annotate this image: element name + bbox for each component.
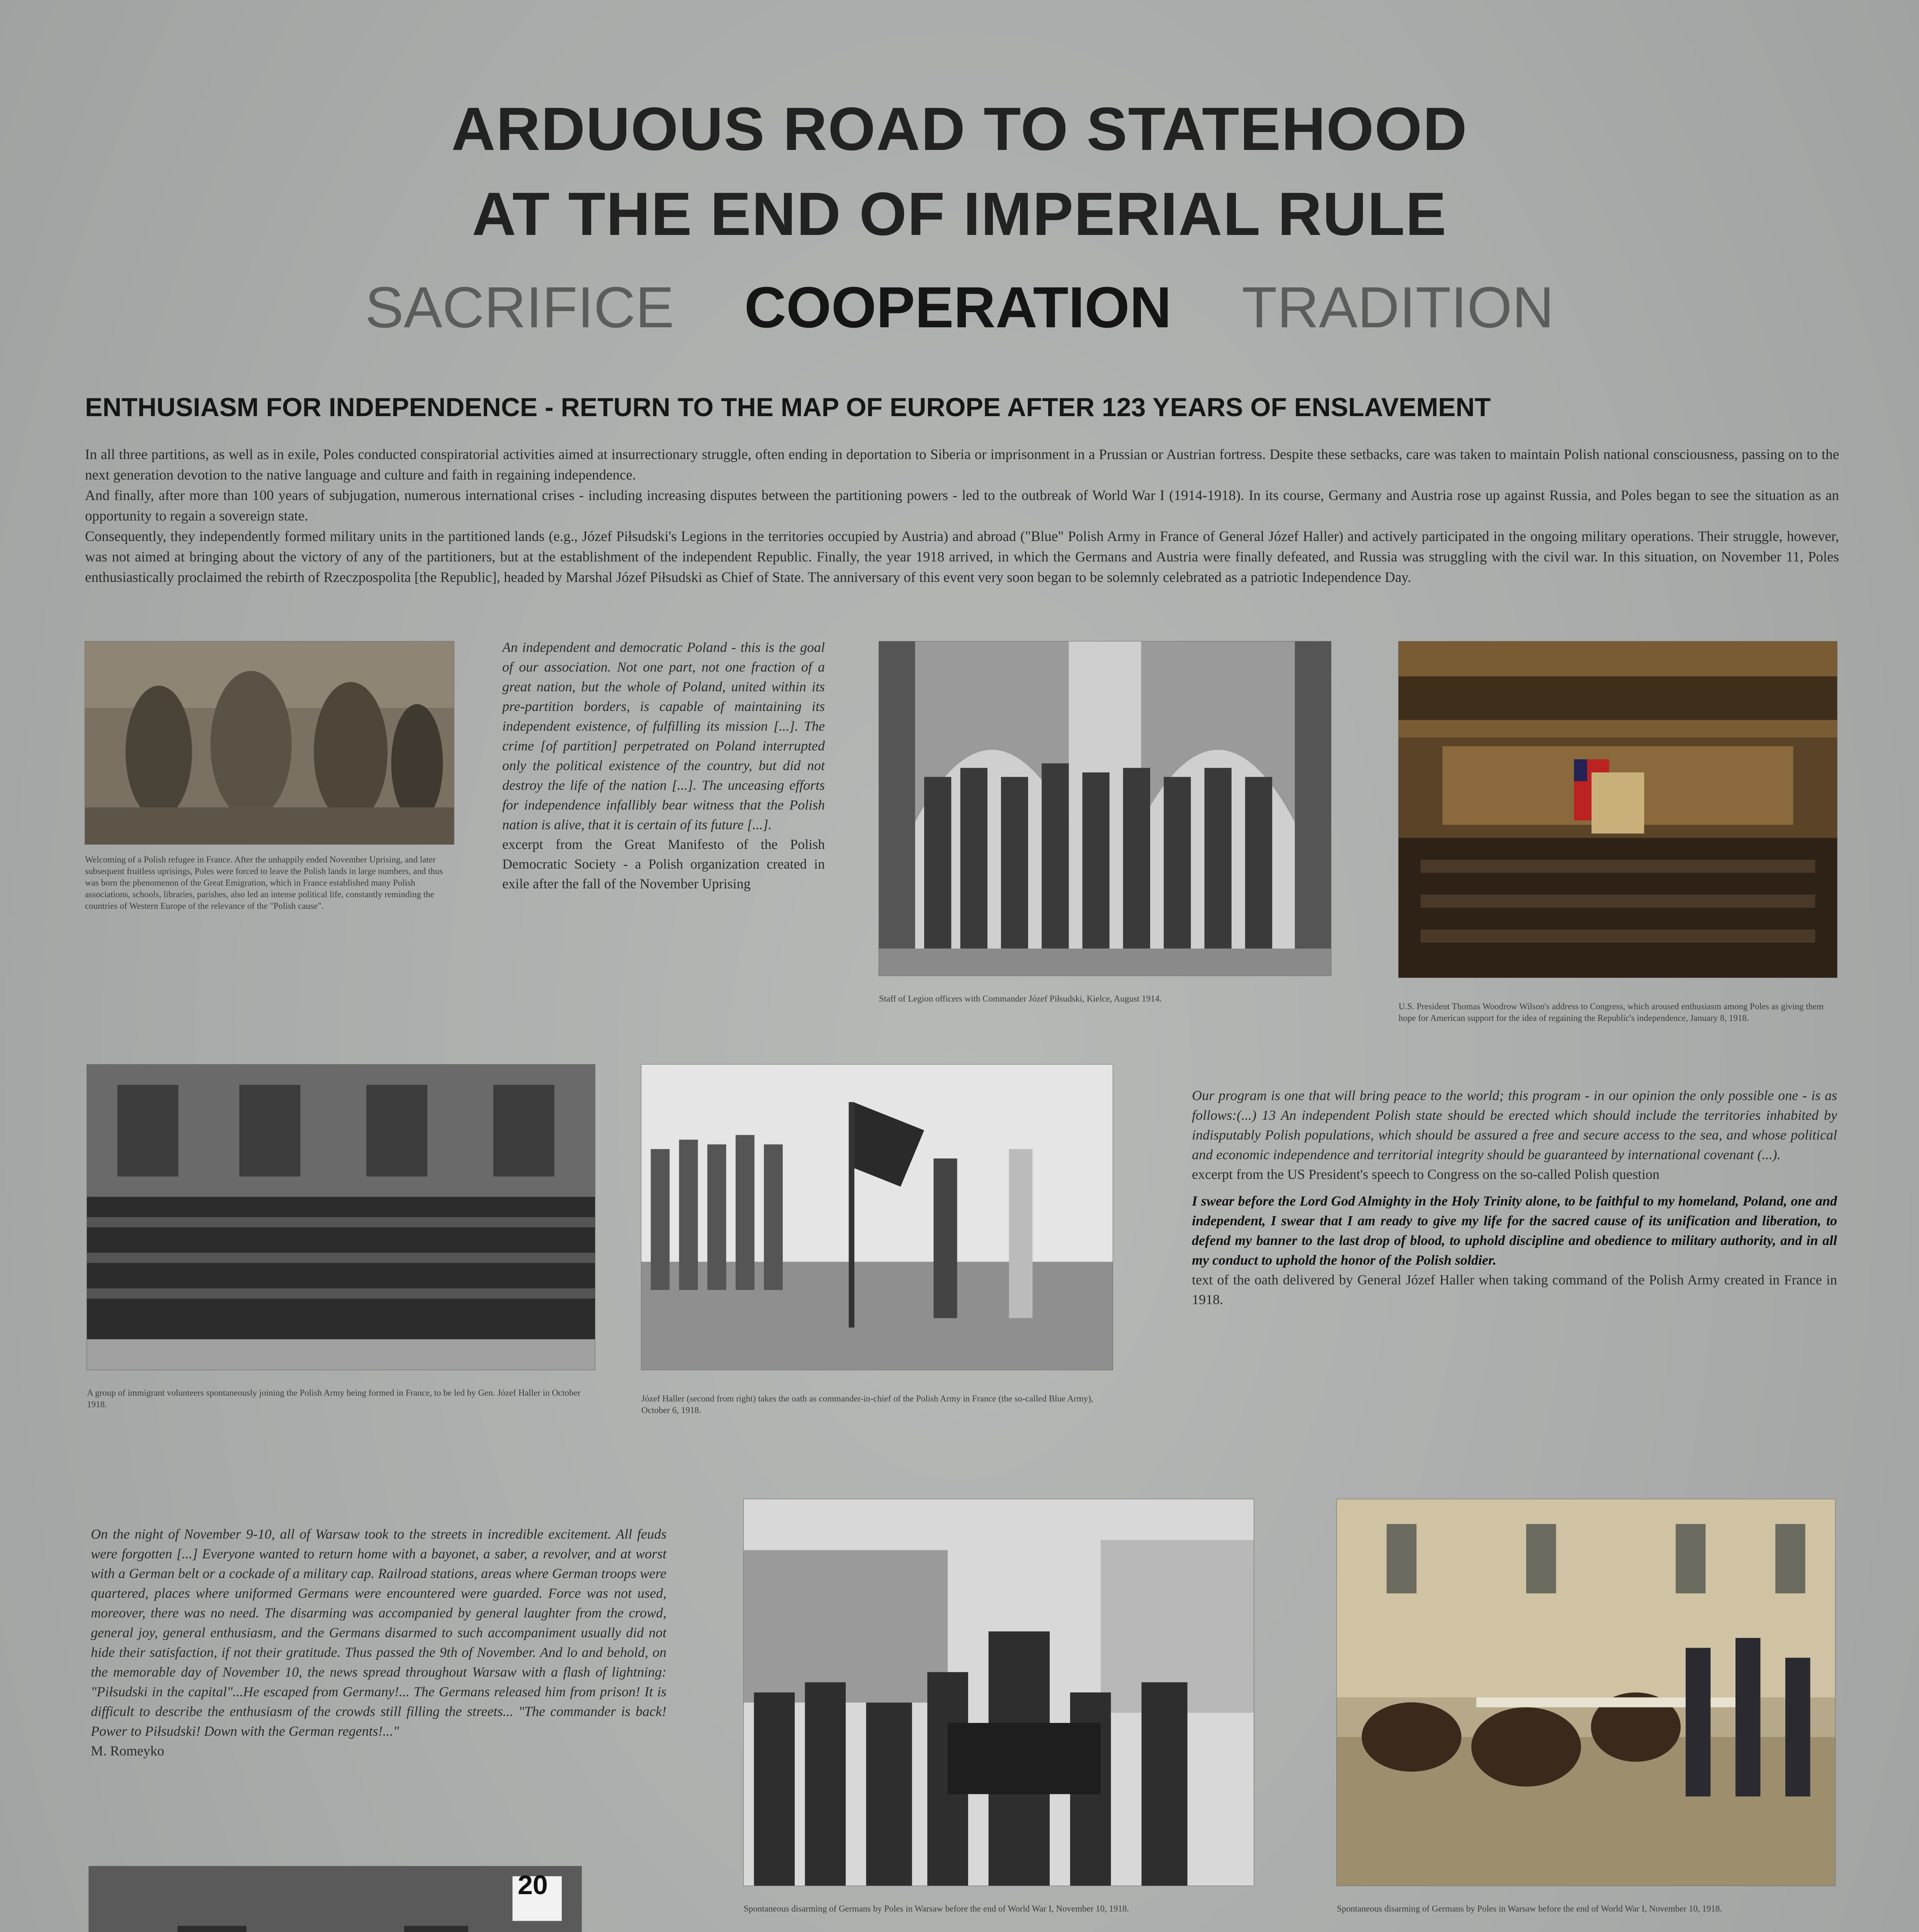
photo-legion-staff: [879, 641, 1331, 976]
quote-manifesto-text: An independent and democratic Poland - this is the goal of our association. Not one part, not one fraction of a great nation, but the whole of Poland, united within its pre-partition borders, is capable of maintaining its independent existence, of fulfilling its mission [...]. The crime [of partition] perpetrated on Poland interrupted only the political existence of the country, but did not destroy the life of the nation [...]. The unceasing efforts for independence infallibly bear witness that the Polish nation is alive, that it is certain of its future [...].: [502, 639, 825, 832]
caption-refugee: Welcoming of a Polish refugee in France. After the unhappily ended November Uprising, and later subsequent fruitless uprisings, Poles were forced to leave the Polish lands in large numbers, and thus was born the phenomenon of the Great Emigration, which in France established many Polish associations, schools, libraries, parishes, also led an intense political life, constantly reminding the countries of Western Europe of the relevance of the "Polish cause".: [85, 855, 443, 911]
keyword-sacrifice: SACRIFICE: [365, 275, 674, 340]
caption-legion-staff: Staff of Legion officers with Commander Józef Piłsudski, Kielce, August 1914.: [879, 994, 1162, 1003]
quote-manifesto: [502, 638, 825, 894]
title-line-1: ARDUOUS ROAD TO STATEHOOD: [451, 95, 1468, 163]
intro-paragraph: And finally, after more than 100 years of subjugation, numerous international crises - including increasing disputes between the partitioning powers - led to the outbreak of World War I (1914-1918). In its course, Germany and Austria rose up against Russia, and Poles began to see the situation as an opportunity to regain a sovereign state.: [85, 488, 1839, 524]
photo-disarming-painting: [1337, 1499, 1835, 1886]
keyword-cooperation: COOPERATION: [744, 275, 1172, 340]
photo-wilson-congress: [1399, 641, 1837, 978]
quote-oath-text: I swear before the Lord God Almighty in the Holy Trinity alone, to be faithful to my homeland, Poland, one and independent, I swear that I am ready to give my life for the sacred cause of its unification and liberation, to defend my banner to the last drop of blood, to uphold discipline and obedience to military authority, and in all my conduct to uphold the honor of the Polish soldier.: [1192, 1193, 1837, 1268]
keyword-row: [0, 275, 1919, 340]
quote-romeyko: [91, 1524, 666, 1761]
caption-disarming-photo: Spontaneous disarming of Germans by Poles in Warsaw before the end of World War I, November 10, 1918.: [744, 1904, 1129, 1913]
title-line-2: AT THE END OF IMPERIAL RULE: [472, 180, 1447, 248]
quote-manifesto-source: excerpt from the Great Manifesto of the Polish Democratic Society - a Polish organization created in exile after the fall of the November Uprising: [502, 837, 825, 891]
quote-wilson-oath: [1192, 1086, 1837, 1310]
quote-romeyko-source: M. Romeyko: [91, 1743, 165, 1759]
photo-refugee-engraving: [85, 641, 454, 844]
intro-paragraph: In all three partitions, as well as in exile, Poles conducted conspiratorial activities aimed at insurrectionary struggle, often ending in deportation to Siberia or imprisonment in a Prussian or Austrian fortress. Despite these setbacks, care was taken to maintain Polish national consciousness, passing on to the next generation devotion to the native language and culture and faith in regaining independence.: [85, 447, 1839, 483]
quote-oath-source: text of the oath delivered by General Józef Haller when taking command of the Polish Army created in France in 1918.: [1192, 1272, 1837, 1307]
caption-wilson: U.S. President Thomas Woodrow Wilson's address to Congress, which aroused enthusiasm among Poles as giving them hope for American support for the idea of regaining the Republic's independence, January 8, 1918.: [1399, 1002, 1824, 1023]
photo-disarming-germans: [744, 1499, 1254, 1886]
photo-volunteers: [87, 1065, 595, 1370]
section-heading: ENTHUSIASM FOR INDEPENDENCE - RETURN TO THE MAP OF EUROPE AFTER 123 YEARS OF ENSLAVEMENT: [85, 393, 1491, 422]
intro-text: [85, 444, 1839, 588]
photo-pilsudski-station: [89, 1866, 581, 1932]
caption-disarming-painting: Spontaneous disarming of Germans by Poles in Warsaw before the end of World War I, November 10, 1918.: [1337, 1904, 1722, 1913]
quote-wilson-source: excerpt from the US President's speech to Congress on the so-called Polish question: [1192, 1167, 1660, 1182]
intro-paragraph: Consequently, they independently formed military units in the partitioned lands (e.g., Józef Piłsudski's Legions in the territories occupied by Austria) and abroad ("Blue" Polish Army in France of General Józef Haller) and actively participated in the ongoing military operations. Their struggle, however, was not aimed at bringing about the victory of any of the partitioners, but at the establishment of the independent Republic. Finally, the year 1918 arrived, in which the Germans and Austria were finally defeated, and Russia was struggling with the civil war. In this situation, on November 11, Poles enthusiastically proclaimed the rebirth of Rzeczpospolita [the Republic], headed by Marshal Józef Piłsudski as Chief of State. The anniversary of this event very soon began to be solemnly celebrated as a patriotic Independence Day.: [85, 529, 1839, 585]
keyword-tradition: TRADITION: [1241, 275, 1554, 340]
photo-number-sign: 20: [518, 1870, 548, 1900]
quote-romeyko-text: On the night of November 9-10, all of Warsaw took to the streets in incredible excitement. All feuds were forgotten [...] Everyone wanted to return home with a bayonet, a saber, a revolver, and at worst with a German belt or a cockade of a military cap. Railroad stations, areas where German troops were quartered, places where uniformed Germans were encountered were guarded. Force was not used, moreover, there was no need. The disarming was accompanied by general laughter from the crowd, general joy, general enthusiasm, and the Germans disarmed to such accompaniment usually did not hide their satisfaction, if not their gratitude. Thus passed the 9th of November. And lo and behold, on the memorable day of November 10, the news spread throughout Warsaw with a flash of lightning: "Piłsudski in the capital"...He escaped from Germany!... The Germans released him from prison! It is difficult to describe the enthusiasm of the crowds still filling the streets... "The commander is back! Power to Piłsudski! Down with the German regents!...": [91, 1526, 666, 1739]
photo-haller-oath: [641, 1065, 1113, 1370]
caption-haller-oath: Józef Haller (second from right) takes the oath as commander-in-chief of the Polish Army in France (the so-called Blue Army), October 6, 1918.: [641, 1394, 1093, 1415]
caption-volunteers: A group of immigrant volunteers spontaneously joining the Polish Army being formed in France, to be led by Gen. Józef Haller in October 1918.: [87, 1388, 581, 1409]
quote-wilson-text: Our program is one that will bring peace to the world; this program - in our opinion the only possible one - is as follows:(...) 13 An independent Polish state should be erected which should include the territories inhabited by indisputably Polish populations, which should be assured a free and secure access to the sea, and whose political and economic independence and territorial integrity should be guaranteed by international covenant (...).: [1192, 1088, 1837, 1162]
